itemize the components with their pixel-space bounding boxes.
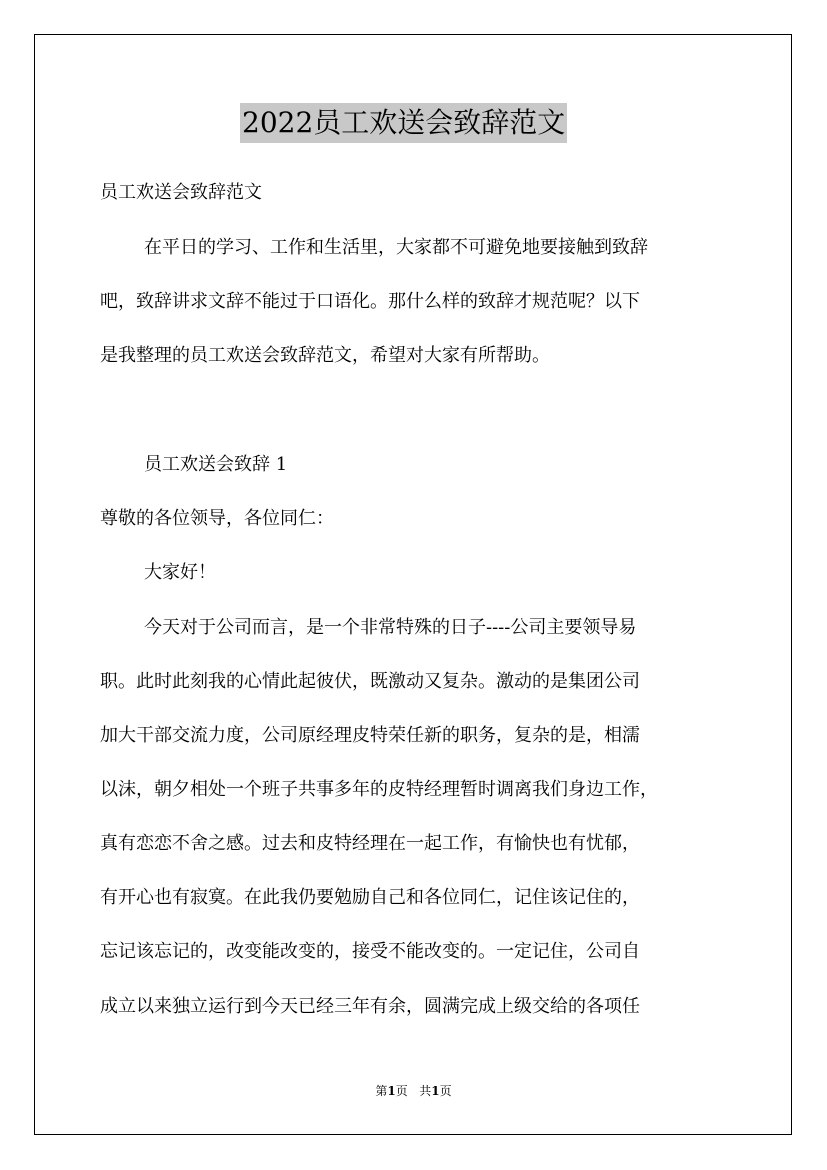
greeting: 大家好！ bbox=[144, 562, 216, 583]
body-line: 职。此时此刻我的心情此起彼伏，既激动又复杂。激动的是集团公司 bbox=[100, 671, 640, 692]
body-line: 有开心也有寂寞。在此我仍要勉励自己和各位同仁，记住该记住的， bbox=[100, 887, 640, 908]
subtitle: 员工欢送会致辞范文 bbox=[100, 182, 262, 203]
page-footer bbox=[0, 1083, 827, 1099]
intro-line: 吧，致辞讲求文辞不能过于口语化。那什么样的致辞才规范呢？以下 bbox=[100, 291, 640, 312]
body-line: 以沫，朝夕相处一个班子共事多年的皮特经理暂时调离我们身边工作， bbox=[100, 779, 658, 800]
intro-line: 是我整理的员工欢送会致辞范文，希望对大家有所帮助。 bbox=[100, 345, 550, 366]
body-line: 忘记该忘记的，改变能改变的，接受不能改变的。一定记住，公司自 bbox=[100, 941, 640, 962]
page-prefix: 第 bbox=[375, 1084, 388, 1098]
total-pages: 1 bbox=[431, 1084, 440, 1098]
document-title: 2022员工欢送会致辞范文 bbox=[240, 103, 567, 143]
total-suffix: 页 bbox=[439, 1084, 452, 1098]
total-prefix: 共 bbox=[419, 1084, 432, 1098]
body-line: 今天对于公司而言，是一个非常特殊的日子----公司主要领导易 bbox=[144, 617, 637, 638]
body-line: 真有恋恋不舍之感。过去和皮特经理在一起工作，有愉快也有忧郁， bbox=[100, 833, 640, 854]
page-number: 1 bbox=[387, 1084, 396, 1098]
salutation: 尊敬的各位领导，各位同仁： bbox=[100, 508, 334, 529]
intro-line: 在平日的学习、工作和生活里，大家都不可避免地要接触到致辞 bbox=[144, 237, 648, 258]
page-suffix: 页 bbox=[395, 1084, 408, 1098]
body-line: 加大干部交流力度，公司原经理皮特荣任新的职务，复杂的是，相濡 bbox=[100, 725, 640, 746]
section-heading: 员工欢送会致辞 1 bbox=[144, 454, 288, 475]
body-line: 成立以来独立运行到今天已经三年有余，圆满完成上级交给的各项任 bbox=[100, 996, 640, 1017]
